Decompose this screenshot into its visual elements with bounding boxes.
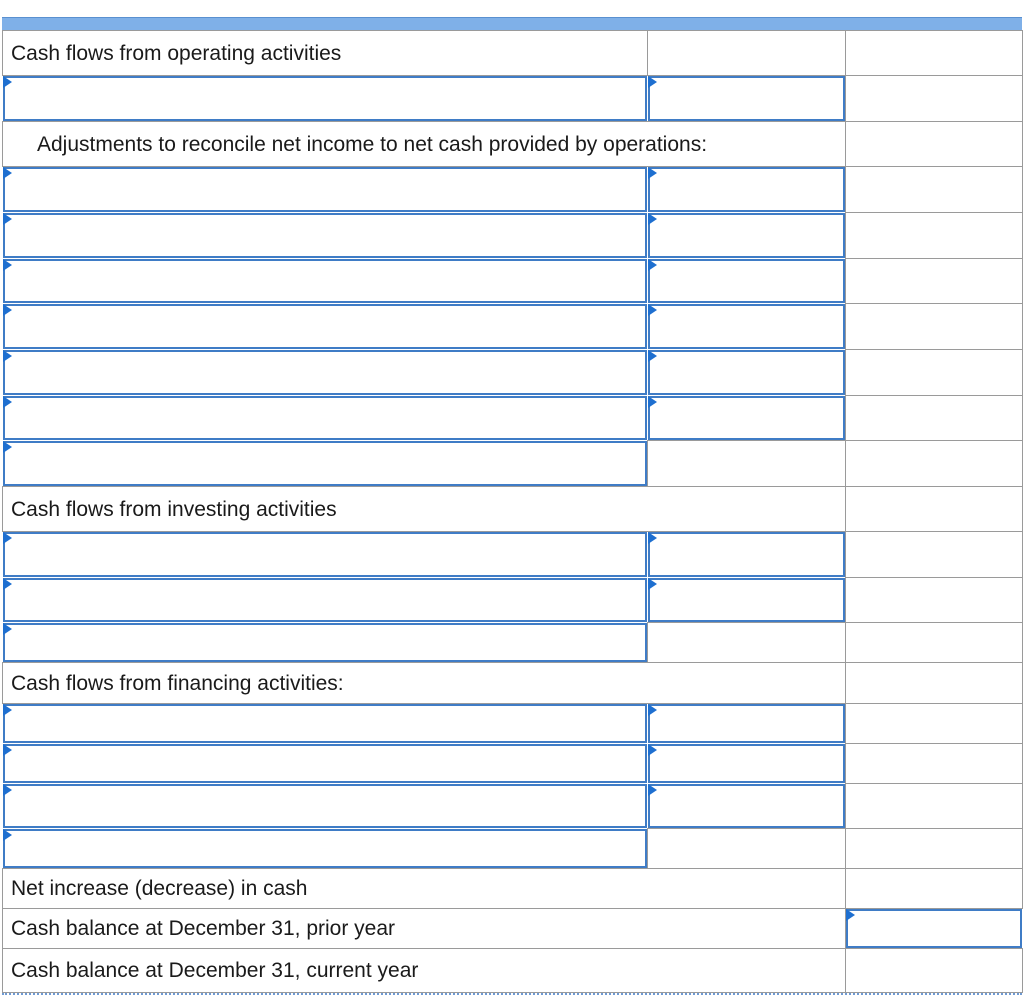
dropdown-marker-icon xyxy=(3,259,12,271)
adjustments-heading xyxy=(2,121,846,167)
bottom-dotted-edge xyxy=(2,993,1022,996)
dropdown-marker-icon xyxy=(648,259,657,271)
dropdown-marker-icon xyxy=(3,578,12,590)
blank-cell xyxy=(845,662,1023,704)
dropdown-marker-icon xyxy=(648,304,657,316)
dropdown-marker-icon xyxy=(3,704,12,716)
financing-total-description-input[interactable] xyxy=(3,829,647,868)
dropdown-marker-icon xyxy=(3,167,12,179)
dropdown-marker-icon xyxy=(648,578,657,590)
adjustment-amount-input[interactable] xyxy=(648,259,845,303)
dropdown-marker-icon xyxy=(648,350,657,362)
blank-cell xyxy=(845,303,1023,350)
dropdown-marker-icon xyxy=(846,909,855,921)
dropdown-marker-icon xyxy=(648,76,657,88)
blank-cell xyxy=(845,531,1023,578)
operating-total-description-input[interactable] xyxy=(3,441,647,486)
blank-cell xyxy=(845,828,1023,869)
prior-balance-label-text: Cash balance at December 31, prior year xyxy=(11,917,396,940)
adjustment-amount-input[interactable] xyxy=(648,304,845,349)
adjustment-amount-input[interactable] xyxy=(648,396,845,440)
investing-heading-text: Cash flows from investing activities xyxy=(11,497,337,521)
dropdown-marker-icon xyxy=(3,396,12,408)
adjustment-amount-input[interactable] xyxy=(648,213,845,258)
net-change-label xyxy=(2,868,846,909)
adjustment-amount-input[interactable] xyxy=(648,167,845,212)
blank-cell xyxy=(647,440,846,487)
adjustment-description-input[interactable] xyxy=(3,304,647,349)
header-bar xyxy=(2,17,1022,30)
blank-cell xyxy=(647,828,846,869)
blank-cell xyxy=(845,783,1023,829)
investing-total-description-input[interactable] xyxy=(3,623,647,662)
investing-heading xyxy=(2,486,846,532)
dropdown-marker-icon xyxy=(3,213,12,225)
blank-cell xyxy=(845,868,1023,909)
blank-cell xyxy=(845,703,1023,744)
net-change-label-text: Net increase (decrease) in cash xyxy=(11,877,308,900)
blank-cell xyxy=(845,349,1023,396)
blank-cell xyxy=(845,622,1023,663)
dropdown-marker-icon xyxy=(3,829,12,841)
blank-cell xyxy=(845,486,1023,532)
blank-cell xyxy=(845,743,1023,784)
financing-description-input[interactable] xyxy=(3,744,647,783)
blank-cell xyxy=(647,30,846,76)
blank-cell xyxy=(845,30,1023,76)
adjustment-description-input[interactable] xyxy=(3,167,647,212)
financing-description-input[interactable] xyxy=(3,704,647,743)
dropdown-marker-icon xyxy=(3,532,12,544)
blank-cell xyxy=(845,440,1023,487)
financing-amount-input[interactable] xyxy=(648,704,845,743)
financing-heading-text: Cash flows from financing activities: xyxy=(11,671,344,695)
investing-amount-input[interactable] xyxy=(648,578,845,622)
adjustments-heading-text: Adjustments to reconcile net income to net cash provided by operations: xyxy=(37,132,708,156)
current-balance-label-text: Cash balance at December 31, current year xyxy=(11,959,419,982)
blank-cell xyxy=(845,395,1023,441)
dropdown-marker-icon xyxy=(648,213,657,225)
investing-amount-input[interactable] xyxy=(648,532,845,577)
financing-description-input[interactable] xyxy=(3,784,647,828)
blank-cell xyxy=(845,166,1023,213)
blank-cell xyxy=(845,258,1023,304)
prior-balance-amount-input[interactable] xyxy=(846,909,1022,948)
dropdown-marker-icon xyxy=(3,350,12,362)
dropdown-marker-icon xyxy=(3,441,12,453)
adjustment-description-input[interactable] xyxy=(3,396,647,440)
dropdown-marker-icon xyxy=(648,704,657,716)
dropdown-marker-icon xyxy=(648,744,657,756)
investing-description-input[interactable] xyxy=(3,532,647,577)
blank-cell xyxy=(845,75,1023,122)
operating-heading xyxy=(2,30,648,76)
dropdown-marker-icon xyxy=(3,784,12,796)
dropdown-marker-icon xyxy=(3,76,12,88)
operating-heading-text: Cash flows from operating activities xyxy=(11,41,342,65)
dropdown-marker-icon xyxy=(3,304,12,316)
adjustment-amount-input[interactable] xyxy=(648,350,845,395)
prior-balance-label xyxy=(2,908,846,949)
adjustment-description-input[interactable] xyxy=(3,350,647,395)
adjustment-description-input[interactable] xyxy=(3,259,647,303)
operating-amount-input[interactable] xyxy=(648,76,845,121)
adjustment-description-input[interactable] xyxy=(3,213,647,258)
blank-cell xyxy=(845,948,1023,993)
dropdown-marker-icon xyxy=(648,784,657,796)
current-balance-label xyxy=(2,948,846,993)
dropdown-marker-icon xyxy=(3,623,12,635)
dropdown-marker-icon xyxy=(648,532,657,544)
operating-description-input[interactable] xyxy=(3,76,647,121)
dropdown-marker-icon xyxy=(3,744,12,756)
dropdown-marker-icon xyxy=(648,396,657,408)
investing-description-input[interactable] xyxy=(3,578,647,622)
dropdown-marker-icon xyxy=(648,167,657,179)
blank-cell xyxy=(647,622,846,663)
blank-cell xyxy=(845,577,1023,623)
financing-heading xyxy=(2,662,846,704)
blank-cell xyxy=(845,121,1023,167)
financing-amount-input[interactable] xyxy=(648,744,845,783)
financing-amount-input[interactable] xyxy=(648,784,845,828)
blank-cell xyxy=(845,212,1023,259)
